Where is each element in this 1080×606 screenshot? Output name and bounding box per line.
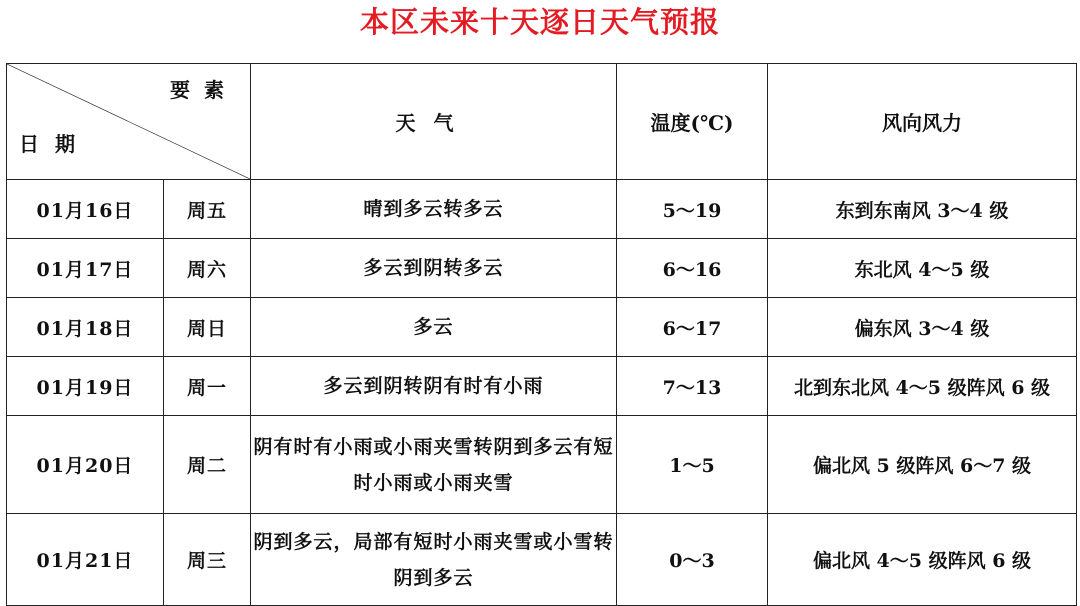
day-cell: 周三 [164,514,251,606]
table-row [7,514,1077,606]
date-cell: 01月17日 [7,239,164,298]
table-row [7,298,1077,357]
wind-cell: 北到东北风 4～5 级阵风 6 级 [768,357,1077,416]
temperature-cell: 6～16 [617,239,768,298]
header-wind-label: 风向风力 [882,111,962,135]
date-cell: 01月21日 [7,514,164,606]
wind-cell: 偏北风 4～5 级阵风 6 级 [768,514,1077,606]
temperature-cell: 0～3 [617,514,768,606]
temperature-cell: 6～17 [617,298,768,357]
table-row [7,416,1077,514]
wind-cell: 东北风 4～5 级 [768,239,1077,298]
header-temperature-label: 温度(℃) [650,111,734,135]
day-cell: 周六 [164,239,251,298]
weather-cell: 晴到多云转多云 [251,180,617,239]
table-header-row [7,64,1077,180]
header-corner-elements: 要素 [170,78,238,102]
wind-cell: 东到东南风 3～4 级 [768,180,1077,239]
temperature-cell: 7～13 [617,357,768,416]
header-corner-date: 日期 [19,132,91,156]
table-row [7,357,1077,416]
header-corner-cell [7,64,251,180]
date-cell: 01月20日 [7,416,164,514]
wind-cell: 偏北风 5 级阵风 6～7 级 [768,416,1077,514]
header-temperature [617,64,768,180]
date-cell: 01月16日 [7,180,164,239]
day-cell: 周五 [164,180,251,239]
weather-cell: 阴有时有小雨或小雨夹雪转阴到多云有短时小雨或小雨夹雪 [251,416,617,514]
weather-cell: 多云到阴转阴有时有小雨 [251,357,617,416]
table-row [7,239,1077,298]
day-cell: 周日 [164,298,251,357]
date-cell: 01月18日 [7,298,164,357]
weather-cell: 阴到多云，局部有短时小雨夹雪或小雪转阴到多云 [251,514,617,606]
day-cell: 周二 [164,416,251,514]
temperature-cell: 5～19 [617,180,768,239]
wind-cell: 偏东风 3～4 级 [768,298,1077,357]
date-cell: 01月19日 [7,357,164,416]
temperature-cell: 1～5 [617,416,768,514]
header-weather [251,64,617,180]
header-wind [768,64,1077,180]
page-title: 本区未来十天逐日天气预报 [359,5,720,39]
table-row [7,180,1077,239]
forecast-table [6,63,1077,606]
weather-cell: 多云 [251,298,617,357]
day-cell: 周一 [164,357,251,416]
header-weather-label: 天气 [395,111,472,135]
weather-cell: 多云到阴转多云 [251,239,617,298]
